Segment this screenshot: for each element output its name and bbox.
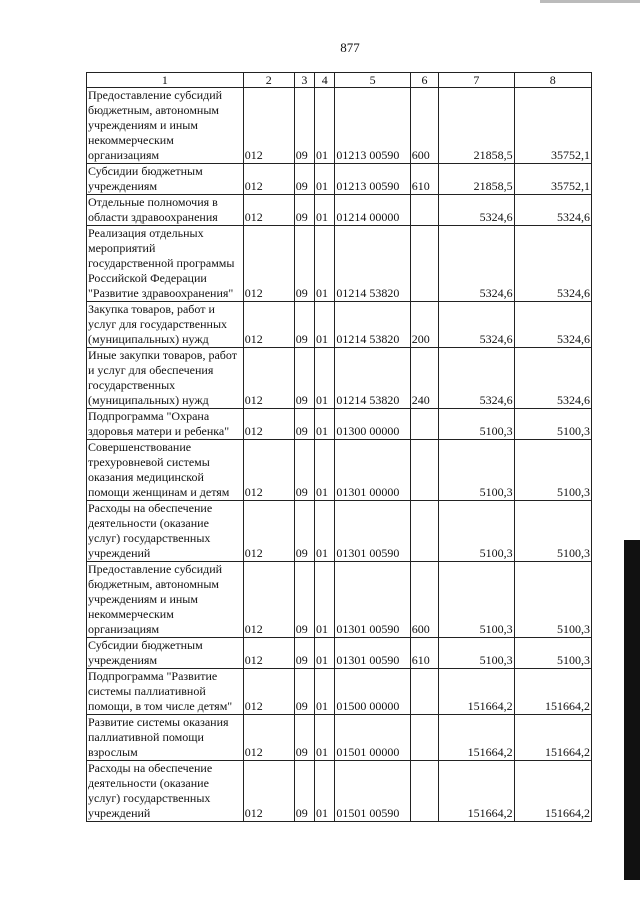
row-col4: 01	[315, 638, 335, 669]
row-col6	[410, 761, 439, 822]
row-name: Иные закупки товаров, работ и услуг для обеспечения государственных (муниципальных) нужд	[87, 348, 244, 409]
table-row	[87, 226, 592, 302]
row-col7: 21858,5	[439, 164, 514, 195]
row-col2: 012	[243, 164, 294, 195]
row-col4: 01	[315, 195, 335, 226]
header-col-3: 3	[294, 73, 314, 88]
row-col7: 151664,2	[439, 715, 514, 761]
row-name: Расходы на обеспечение деятельности (оказание услуг) государственных учреждений	[87, 501, 244, 562]
header-col-8: 8	[514, 73, 591, 88]
table-header	[87, 73, 592, 88]
row-col8: 5100,3	[514, 638, 591, 669]
row-col6: 610	[410, 164, 439, 195]
row-col8: 5100,3	[514, 440, 591, 501]
row-col7: 5100,3	[439, 562, 514, 638]
budget-table	[86, 72, 592, 822]
header-col-5: 5	[335, 73, 410, 88]
table-row	[87, 302, 592, 348]
row-name: Подпрограмма "Развитие системы паллиативной помощи, в том числе детям"	[87, 669, 244, 715]
row-col4: 01	[315, 440, 335, 501]
row-col8: 5324,6	[514, 226, 591, 302]
row-col8: 35752,1	[514, 164, 591, 195]
row-col6	[410, 226, 439, 302]
row-col3: 09	[294, 440, 314, 501]
table-row	[87, 440, 592, 501]
row-col5: 01214 53820	[335, 348, 410, 409]
table-row	[87, 409, 592, 440]
row-col2: 012	[243, 409, 294, 440]
row-col8: 5100,3	[514, 562, 591, 638]
row-col3: 09	[294, 226, 314, 302]
row-col5: 01500 00000	[335, 669, 410, 715]
row-col8: 151664,2	[514, 761, 591, 822]
row-col8: 151664,2	[514, 669, 591, 715]
row-col4: 01	[315, 669, 335, 715]
row-col3: 09	[294, 302, 314, 348]
row-col7: 151664,2	[439, 761, 514, 822]
row-col4: 01	[315, 226, 335, 302]
row-col2: 012	[243, 195, 294, 226]
row-col8: 5324,6	[514, 348, 591, 409]
row-col5: 01213 00590	[335, 88, 410, 164]
row-col5: 01301 00590	[335, 562, 410, 638]
row-col6: 200	[410, 302, 439, 348]
scan-edge-mark	[540, 0, 640, 3]
row-col8: 5100,3	[514, 501, 591, 562]
row-col8: 151664,2	[514, 715, 591, 761]
row-col4: 01	[315, 348, 335, 409]
row-col4: 01	[315, 88, 335, 164]
table-row	[87, 164, 592, 195]
row-col3: 09	[294, 761, 314, 822]
row-name: Субсидии бюджетным учреждениям	[87, 638, 244, 669]
row-col3: 09	[294, 715, 314, 761]
row-name: Расходы на обеспечение деятельности (оказание услуг) государственных учреждений	[87, 761, 244, 822]
row-col2: 012	[243, 88, 294, 164]
table-row	[87, 715, 592, 761]
row-col6: 600	[410, 88, 439, 164]
row-col5: 01301 00590	[335, 501, 410, 562]
row-col5: 01213 00590	[335, 164, 410, 195]
row-col6	[410, 669, 439, 715]
row-col4: 01	[315, 164, 335, 195]
row-col5: 01301 00590	[335, 638, 410, 669]
row-col8: 35752,1	[514, 88, 591, 164]
row-col7: 5324,6	[439, 348, 514, 409]
row-col6: 610	[410, 638, 439, 669]
table-row	[87, 638, 592, 669]
row-col6	[410, 195, 439, 226]
row-col3: 09	[294, 501, 314, 562]
table-row	[87, 562, 592, 638]
row-col5: 01214 53820	[335, 226, 410, 302]
row-col5: 01300 00000	[335, 409, 410, 440]
row-col3: 09	[294, 348, 314, 409]
row-col2: 012	[243, 669, 294, 715]
row-col4: 01	[315, 761, 335, 822]
row-col5: 01214 53820	[335, 302, 410, 348]
row-col7: 5100,3	[439, 440, 514, 501]
row-name: Развитие системы оказания паллиативной помощи взрослым	[87, 715, 244, 761]
row-col2: 012	[243, 348, 294, 409]
row-col6	[410, 409, 439, 440]
row-col4: 01	[315, 409, 335, 440]
row-col4: 01	[315, 562, 335, 638]
row-col2: 012	[243, 440, 294, 501]
row-col7: 21858,5	[439, 88, 514, 164]
row-name: Субсидии бюджетным учреждениям	[87, 164, 244, 195]
row-col4: 01	[315, 302, 335, 348]
row-col4: 01	[315, 501, 335, 562]
row-col3: 09	[294, 88, 314, 164]
table-row	[87, 195, 592, 226]
header-col-6: 6	[410, 73, 439, 88]
row-col5: 01301 00000	[335, 440, 410, 501]
row-col2: 012	[243, 562, 294, 638]
row-col7: 5324,6	[439, 226, 514, 302]
row-col2: 012	[243, 302, 294, 348]
row-col3: 09	[294, 638, 314, 669]
page-number: 877	[340, 40, 360, 55]
row-name: Закупка товаров, работ и услуг для государственных (муниципальных) нужд	[87, 302, 244, 348]
row-name: Отдельные полномочия в области здравоохранения	[87, 195, 244, 226]
header-col-2: 2	[243, 73, 294, 88]
header-col-1: 1	[87, 73, 244, 88]
row-col7: 5100,3	[439, 409, 514, 440]
table-body	[87, 88, 592, 822]
row-col7: 5100,3	[439, 638, 514, 669]
row-col6: 240	[410, 348, 439, 409]
row-col3: 09	[294, 669, 314, 715]
row-name: Предоставление субсидий бюджетным, автономным учреждениям и иным некоммерческим организациям	[87, 562, 244, 638]
table-row	[87, 88, 592, 164]
row-name: Совершенствование трехуровневой системы оказания медицинской помощи женщинам и детям	[87, 440, 244, 501]
row-col8: 5100,3	[514, 409, 591, 440]
row-col5: 01501 00000	[335, 715, 410, 761]
row-col3: 09	[294, 195, 314, 226]
row-col6	[410, 715, 439, 761]
row-col5: 01501 00590	[335, 761, 410, 822]
row-col7: 5324,6	[439, 195, 514, 226]
row-col2: 012	[243, 226, 294, 302]
row-col8: 5324,6	[514, 195, 591, 226]
row-col3: 09	[294, 409, 314, 440]
row-col7: 5324,6	[439, 302, 514, 348]
row-col6	[410, 440, 439, 501]
row-col2: 012	[243, 501, 294, 562]
header-row	[87, 73, 592, 88]
header-col-4: 4	[315, 73, 335, 88]
row-name: Реализация отдельных мероприятий государственной программы Российской Федерации "Развитие здравоохранения"	[87, 226, 244, 302]
row-col5: 01214 00000	[335, 195, 410, 226]
row-col8: 5324,6	[514, 302, 591, 348]
table-row	[87, 761, 592, 822]
row-col4: 01	[315, 715, 335, 761]
table-row	[87, 348, 592, 409]
table-row	[87, 669, 592, 715]
row-name: Подпрограмма "Охрана здоровья матери и ребенка"	[87, 409, 244, 440]
row-col6: 600	[410, 562, 439, 638]
row-col3: 09	[294, 562, 314, 638]
scan-margin-bar	[624, 540, 640, 880]
table-row	[87, 501, 592, 562]
row-col2: 012	[243, 638, 294, 669]
row-col6	[410, 501, 439, 562]
row-col7: 151664,2	[439, 669, 514, 715]
header-col-7: 7	[439, 73, 514, 88]
row-name: Предоставление субсидий бюджетным, автономным учреждениям и иным некоммерческим организациям	[87, 88, 244, 164]
row-col3: 09	[294, 164, 314, 195]
row-col7: 5100,3	[439, 501, 514, 562]
row-col2: 012	[243, 761, 294, 822]
row-col2: 012	[243, 715, 294, 761]
